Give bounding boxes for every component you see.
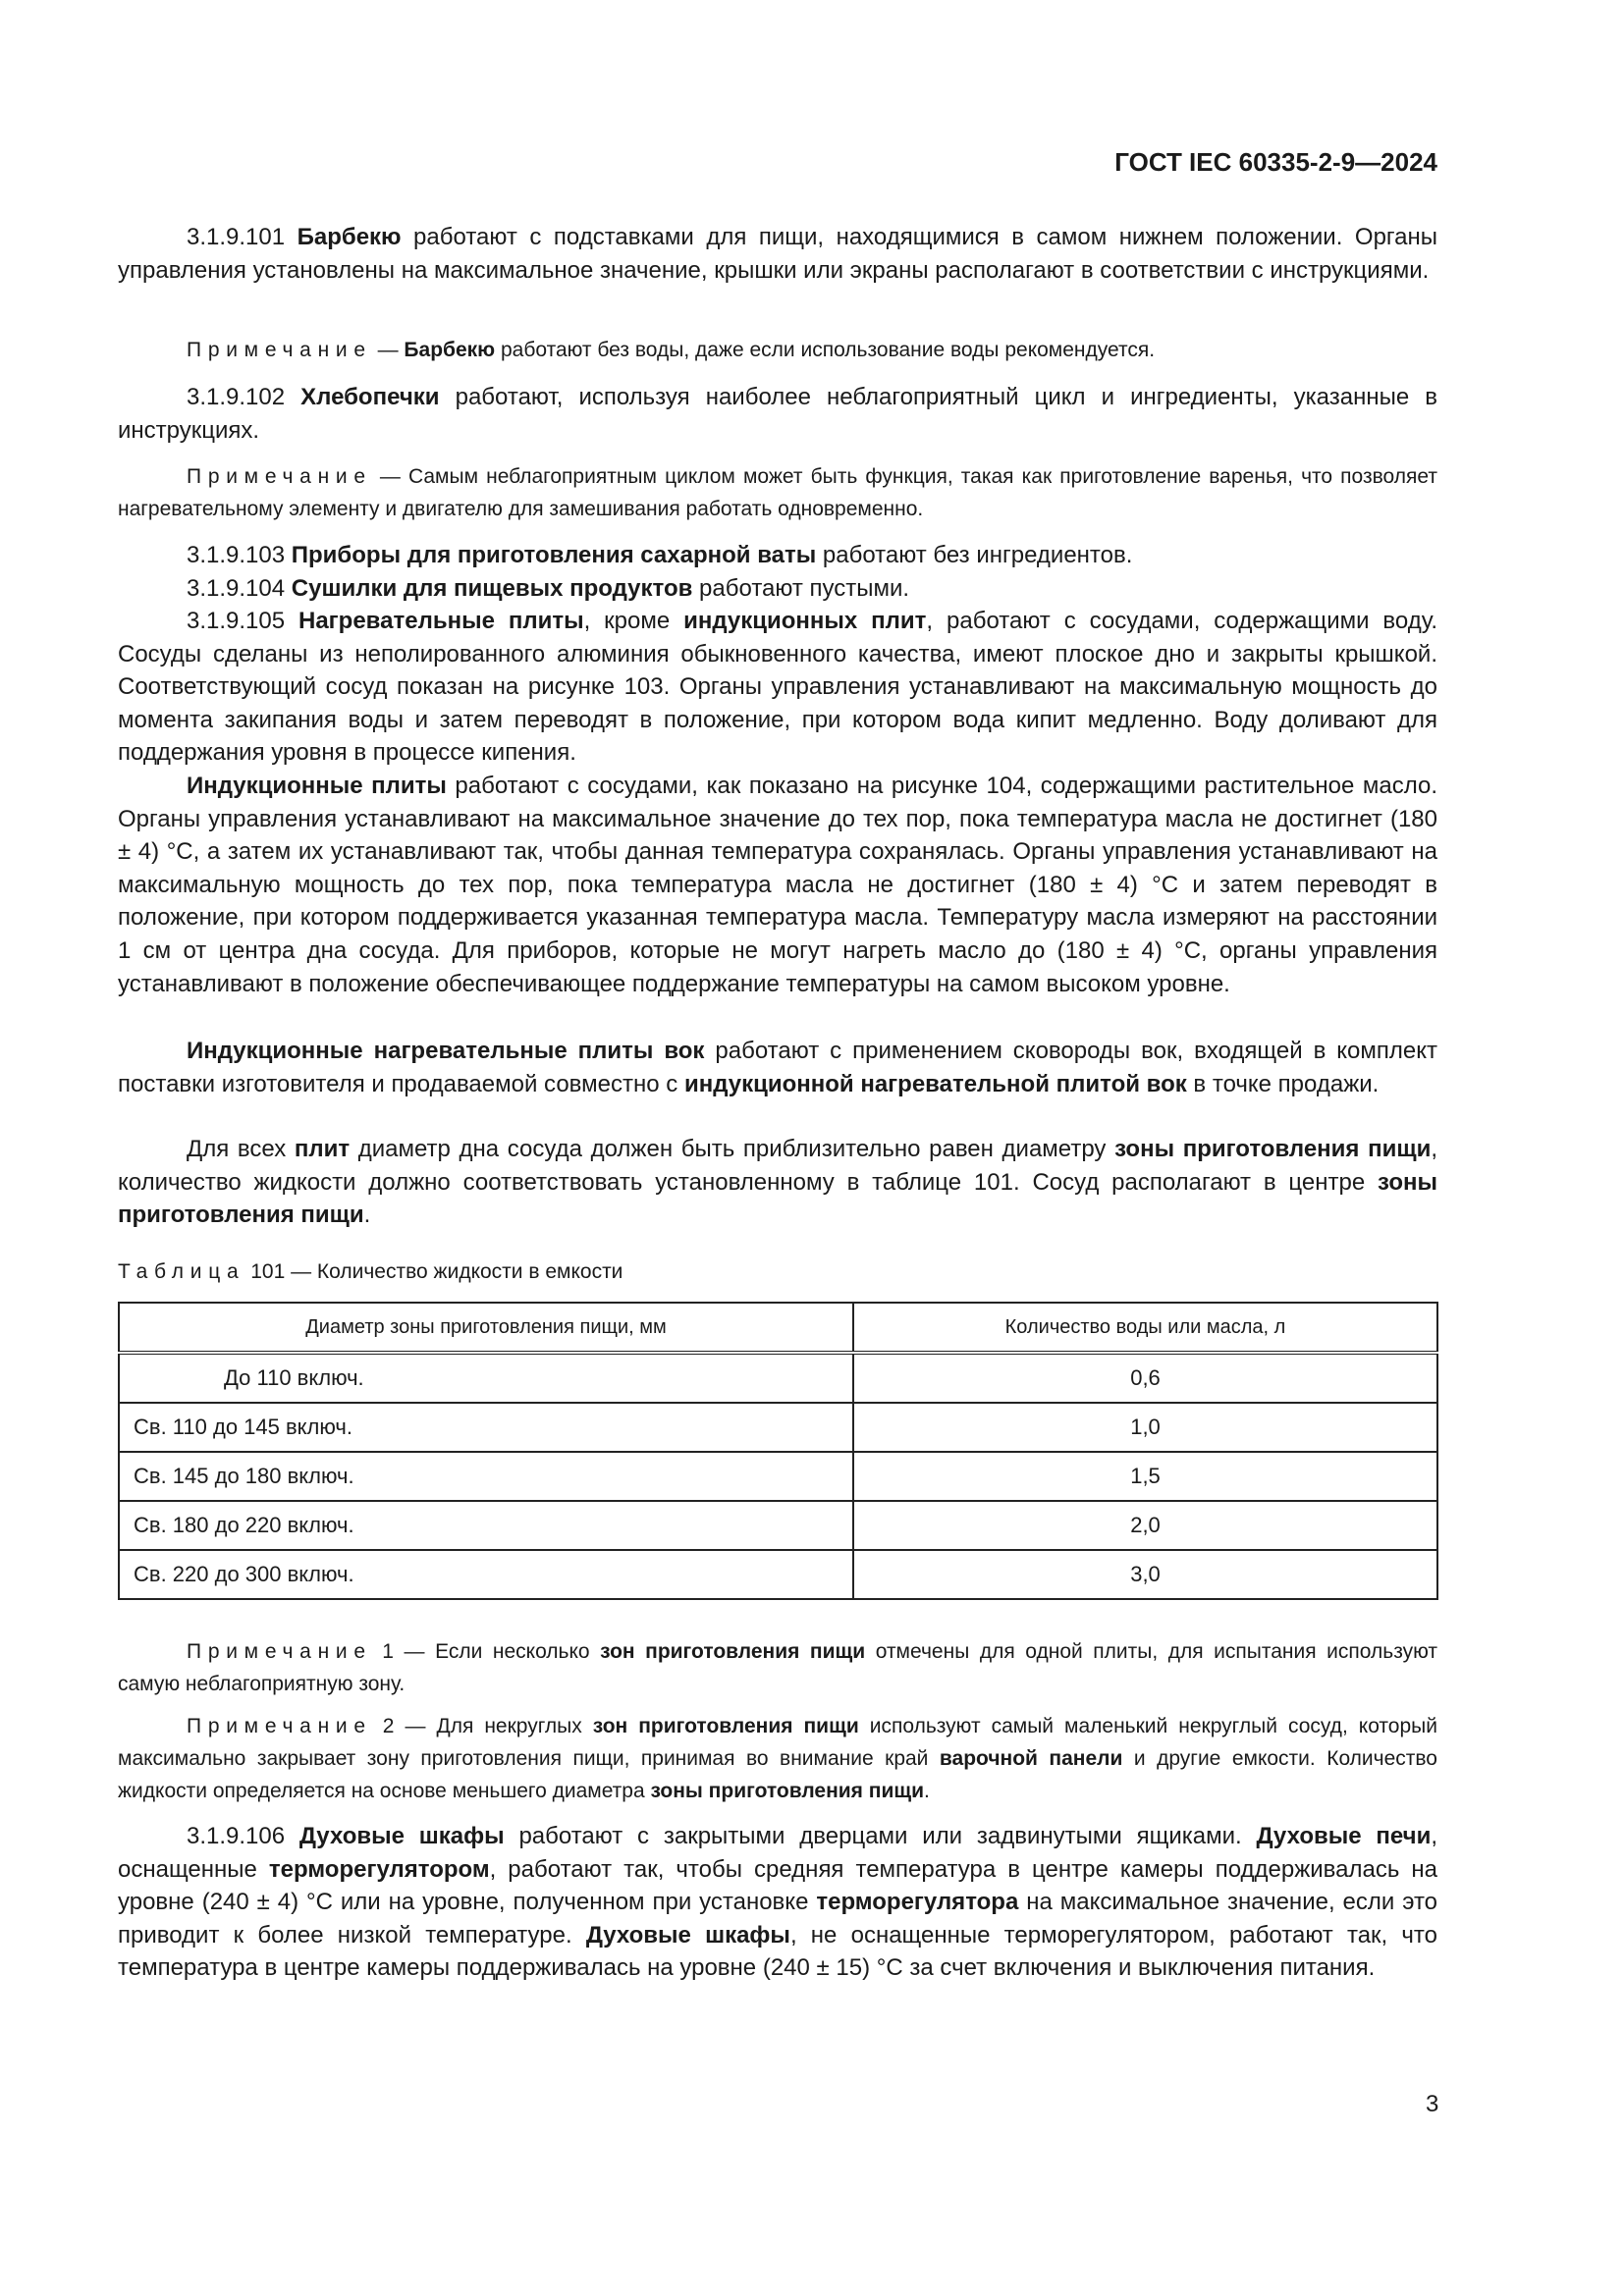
- text-run: работают с сосудами, как показано на рисунке 104, содержащими растительное масло. Органы управления устанавливают на максимальное значение до тех пор, пока температура масла не достигнет (180 ± 4) °С, а затем их устанавливают так, чтобы данная температура сохранялась. Органы управления устанавливают на максимальную мощность до тех пор, пока температура масла не достигнет (180 ± 4) °С и затем переводят в положение, при котором поддерживается указанная температура масла. Температуру масла измеряют на расстоянии 1 см от центра дна сосуда. Для приборов, которые не могут нагреть масло до (180 ± 4) °С, органы управления устанавливают в положение обеспечивающее поддержание температуры на самом высоком уровне.: [118, 773, 1437, 997]
- table-header-row: [119, 1303, 1437, 1353]
- bold-term: Сушилки для пищевых продуктов: [291, 575, 693, 602]
- column-header: Диаметр зоны приготовления пищи, мм: [119, 1303, 853, 1353]
- document-header: ГОСТ IEC 60335-2-9—2024: [1114, 147, 1437, 177]
- bold-term: терморегулятором: [268, 1855, 490, 1883]
- quantity-cell: 3,0: [853, 1550, 1437, 1599]
- text-run: 2 — Для некруглых: [371, 1715, 593, 1737]
- paragraph: [118, 572, 1437, 606]
- quantity-cell: 1,5: [853, 1452, 1437, 1501]
- text-run: работают пустыми.: [692, 575, 910, 602]
- bold-term: Барбекю: [404, 339, 496, 361]
- note-paragraph: [118, 460, 1437, 525]
- text-run: 3.1.9.106: [187, 1823, 299, 1849]
- text-run: работают без ингредиентов.: [816, 542, 1133, 568]
- diameter-cell: Св. 145 до 180 включ.: [119, 1452, 853, 1501]
- text-run: —: [371, 339, 405, 361]
- note-label: Примечание: [187, 339, 372, 361]
- bold-term: варочной панели: [939, 1747, 1123, 1770]
- bold-term: зон приготовления пищи: [600, 1640, 866, 1663]
- bold-term: индукционной нагревательной плитой вок: [683, 1070, 1187, 1097]
- table-caption: [118, 1260, 623, 1284]
- bold-term: зон приготовления пищи: [592, 1715, 859, 1737]
- diameter-cell: Св. 110 до 145 включ.: [119, 1403, 853, 1452]
- paragraph: [118, 1820, 1437, 1985]
- paragraph: [118, 1035, 1437, 1100]
- bold-term: терморегулятора: [816, 1889, 1019, 1916]
- text-run: работают с применением сковороды вок, входящей в комплект поставки изготовителя и продаваемой совместно с: [118, 1038, 1438, 1097]
- text-run: , количество жидкости должно соответствовать установленному в таблице 101. Сосуд располагают в центре: [118, 1136, 1437, 1196]
- paragraph: [118, 605, 1437, 770]
- text-run: 1 — Если несколько: [371, 1640, 601, 1663]
- quantity-cell: 1,0: [853, 1403, 1437, 1452]
- text-run: в точке продажи.: [1186, 1070, 1380, 1097]
- text-run: работают с закрытыми дверцами или задвинутыми ящиками.: [504, 1823, 1257, 1849]
- table-row: [119, 1501, 1437, 1550]
- text-run: 3.1.9.101: [187, 224, 298, 250]
- bold-term: Хлебопечки: [300, 384, 440, 410]
- text-run: , работают так, чтобы средняя температура в центре камеры поддерживалась на уровне (240 ± 4) °С или на уровне, полученном при установке: [118, 1855, 1438, 1916]
- bold-term: Духовые шкафы: [585, 1921, 790, 1949]
- quantity-cell: 2,0: [853, 1501, 1437, 1550]
- table-row: [119, 1353, 1437, 1403]
- column-header: Количество воды или масла, л: [853, 1303, 1437, 1353]
- text-run: работают с подставками для пищи, находящимися в самом нижнем положении. Органы управления установлены на максимальное значение, крышки или экраны располагают в соответствии с инструкциями.: [118, 224, 1437, 284]
- bold-term: индукционных плит: [683, 608, 927, 634]
- diameter-cell: Св. 220 до 300 включ.: [119, 1550, 853, 1599]
- table-row: [119, 1452, 1437, 1501]
- bold-term: Приборы для приготовления сахарной ваты: [291, 542, 817, 568]
- text-run: , оснащенные: [118, 1823, 1437, 1883]
- paragraph: [118, 221, 1437, 287]
- bold-term: зоны приготовления пищи: [650, 1780, 924, 1802]
- text-run: работают без воды, даже если использование воды рекомендуется.: [495, 339, 1156, 361]
- page-number: 3: [1426, 2091, 1439, 2117]
- text-run: 3.1.9.103: [187, 542, 292, 568]
- text-run: и другие емкости. Количество жидкости определяется на основе меньшего диаметра: [118, 1747, 1437, 1802]
- bold-term: зоны приготовления пищи: [1114, 1136, 1432, 1162]
- note-label: Примечание: [187, 1640, 372, 1663]
- bold-term: Нагревательные плиты: [298, 608, 584, 634]
- bold-term: Барбекю: [297, 224, 402, 250]
- note-paragraph: [118, 334, 1437, 366]
- note-paragraph: [118, 1635, 1437, 1700]
- text-run: диаметр дна сосуда должен быть приблизительно равен диаметру: [350, 1136, 1115, 1162]
- bold-term: Индукционные нагревательные плиты вок: [187, 1038, 705, 1064]
- bold-term: Индукционные плиты: [187, 773, 447, 799]
- table-caption-text: 101 — Количество жидкости в емкости: [244, 1260, 623, 1283]
- bold-term: Духовые печи: [1256, 1823, 1432, 1849]
- text-run: 3.1.9.104: [187, 575, 292, 602]
- text-run: используют самый маленький некруглый сосуд, который максимально закрывает зону приготовления пищи, принимая во внимание край: [118, 1715, 1437, 1770]
- text-run: , кроме: [583, 608, 684, 634]
- note-paragraph: [118, 1710, 1437, 1807]
- text-run: отмечены для одной плиты, для испытания используют самую неблагоприятную зону.: [118, 1640, 1437, 1695]
- text-run: — Самым неблагоприятным циклом может быть функция, такая как приготовление варенья, что позволяет нагревательному элементу и двигателю для замешивания работать одновременно.: [118, 465, 1437, 520]
- paragraph: [118, 539, 1437, 572]
- liquid-quantity-table: [118, 1302, 1438, 1600]
- text-run: .: [363, 1201, 371, 1229]
- diameter-cell: До 110 включ.: [119, 1353, 853, 1403]
- text-run: 3.1.9.105: [187, 608, 298, 634]
- text-run: .: [924, 1780, 930, 1802]
- quantity-cell: 0,6: [853, 1353, 1437, 1403]
- paragraph: [118, 1133, 1437, 1232]
- text-run: 3.1.9.102: [187, 384, 301, 410]
- bold-term: зоны приготовления пищи: [118, 1168, 1437, 1229]
- table-row: [119, 1550, 1437, 1599]
- bold-term: Духовые шкафы: [298, 1823, 505, 1849]
- text-run: Для всех: [187, 1136, 295, 1162]
- text-run: , работают с сосудами, содержащими воду. Сосуды сделаны из неполированного алюминия обыкновенного качества, имеют плоское дно и закрыты крышкой. Соответствующий сосуд показан на рисунке 103. Органы управления устанавливают на максимальную мощность до момента закипания воды и затем переводят в положение, при котором вода кипит медленно. Воду доливают для поддержания уровня в процессе кипения.: [118, 608, 1438, 767]
- table-row: [119, 1403, 1437, 1452]
- text-run: работают, используя наиболее неблагоприятный цикл и ингредиенты, указанные в инструкциях.: [118, 384, 1437, 444]
- text-run: , не оснащенные терморегулятором, работают так, что температура в центре камеры поддерживалась на уровне (240 ± 15) °С за счет включения и выключения питания.: [118, 1921, 1437, 1982]
- text-run: на максимальное значение, если это приводит к более низкой температуре.: [118, 1889, 1438, 1949]
- paragraph: [118, 770, 1437, 1000]
- note-label: Примечание: [187, 1715, 372, 1737]
- diameter-cell: Св. 180 до 220 включ.: [119, 1501, 853, 1550]
- table-caption-label: Таблица: [118, 1260, 245, 1283]
- paragraph: [118, 381, 1437, 447]
- bold-term: плит: [294, 1136, 351, 1162]
- note-label: Примечание: [187, 465, 372, 488]
